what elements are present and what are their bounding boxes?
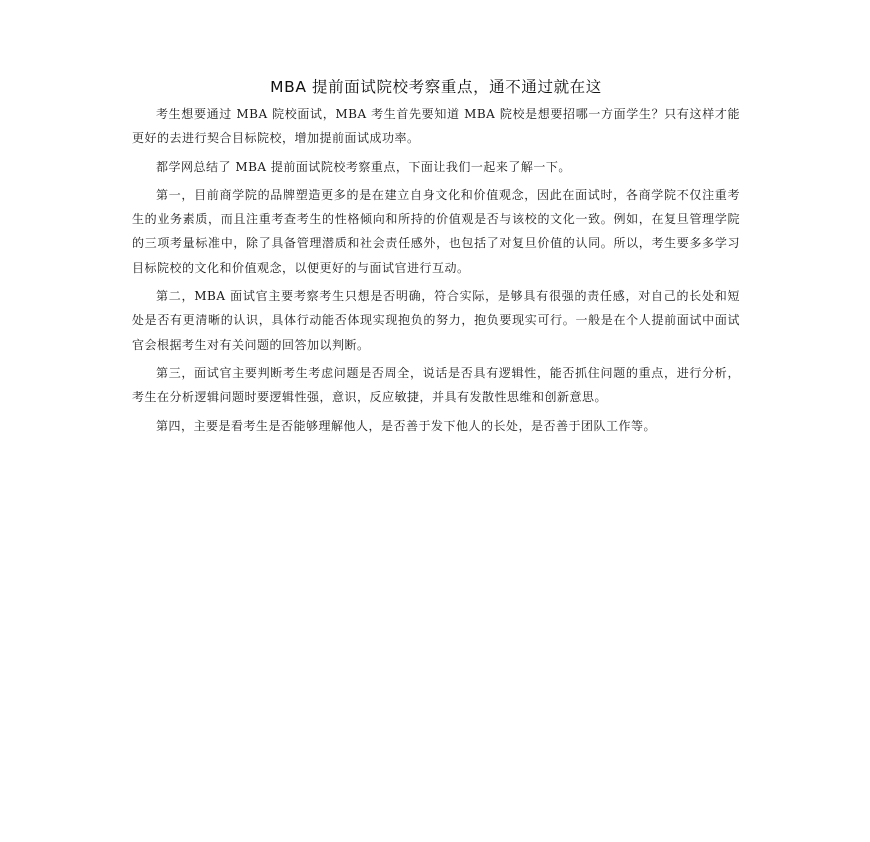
document-body	[132, 76, 740, 442]
paragraph-point-four: 第四，主要是看考生是否能够理解他人，是否善于发下他人的长处，是否善于团队工作等。	[156, 418, 657, 433]
paragraph-point-three: 第三，面试官主要判断考生考虑问题是否周全，说话是否具有逻辑性，能否抓住问题的重点，进行分析，考生在分析逻辑问题时要逻辑性强，意识，反应敏捷，并具有发散性思维和创新意思。	[132, 365, 740, 405]
paragraph-summary: 都学网总结了 MBA 提前面试院校考察重点，下面让我们一起来了解一下。	[156, 159, 571, 174]
paragraph-intro: 考生想要通过 MBA 院校面试，MBA 考生首先要知道 MBA 院校是想要招哪一方面学生？只有这样才能更好的去进行契合目标院校，增加提前面试成功率。	[132, 107, 740, 146]
paragraph-point-two: 第二，MBA 面试官主要考察考生只想是否明确，符合实际，是够具有很强的责任感，对自己的长处和短处是否有更清晰的认识，具体行动能否体现实现抱负的努力，抱负要现实可行。一般是在个人提前面试中面试官会根据考生对有关问题的回答加以判断。	[132, 289, 740, 352]
document-title: MBA 提前面试院校考察重点，通不通过就在这	[270, 78, 602, 96]
paragraph-point-one: 第一，目前商学院的品牌塑造更多的是在建立自身文化和价值观念，因此在面试时，各商学院不仅注重考生的业务素质，而且注重考查考生的性格倾向和所持的价值观是否与该校的文化一致。例如，在复旦管理学院的三项考量标准中，除了具备管理潜质和社会责任感外，也包括了对复旦价值的认同。所以，考生要多多学习目标院校的文化和价值观念，以便更好的与面试官进行互动。	[132, 187, 740, 275]
